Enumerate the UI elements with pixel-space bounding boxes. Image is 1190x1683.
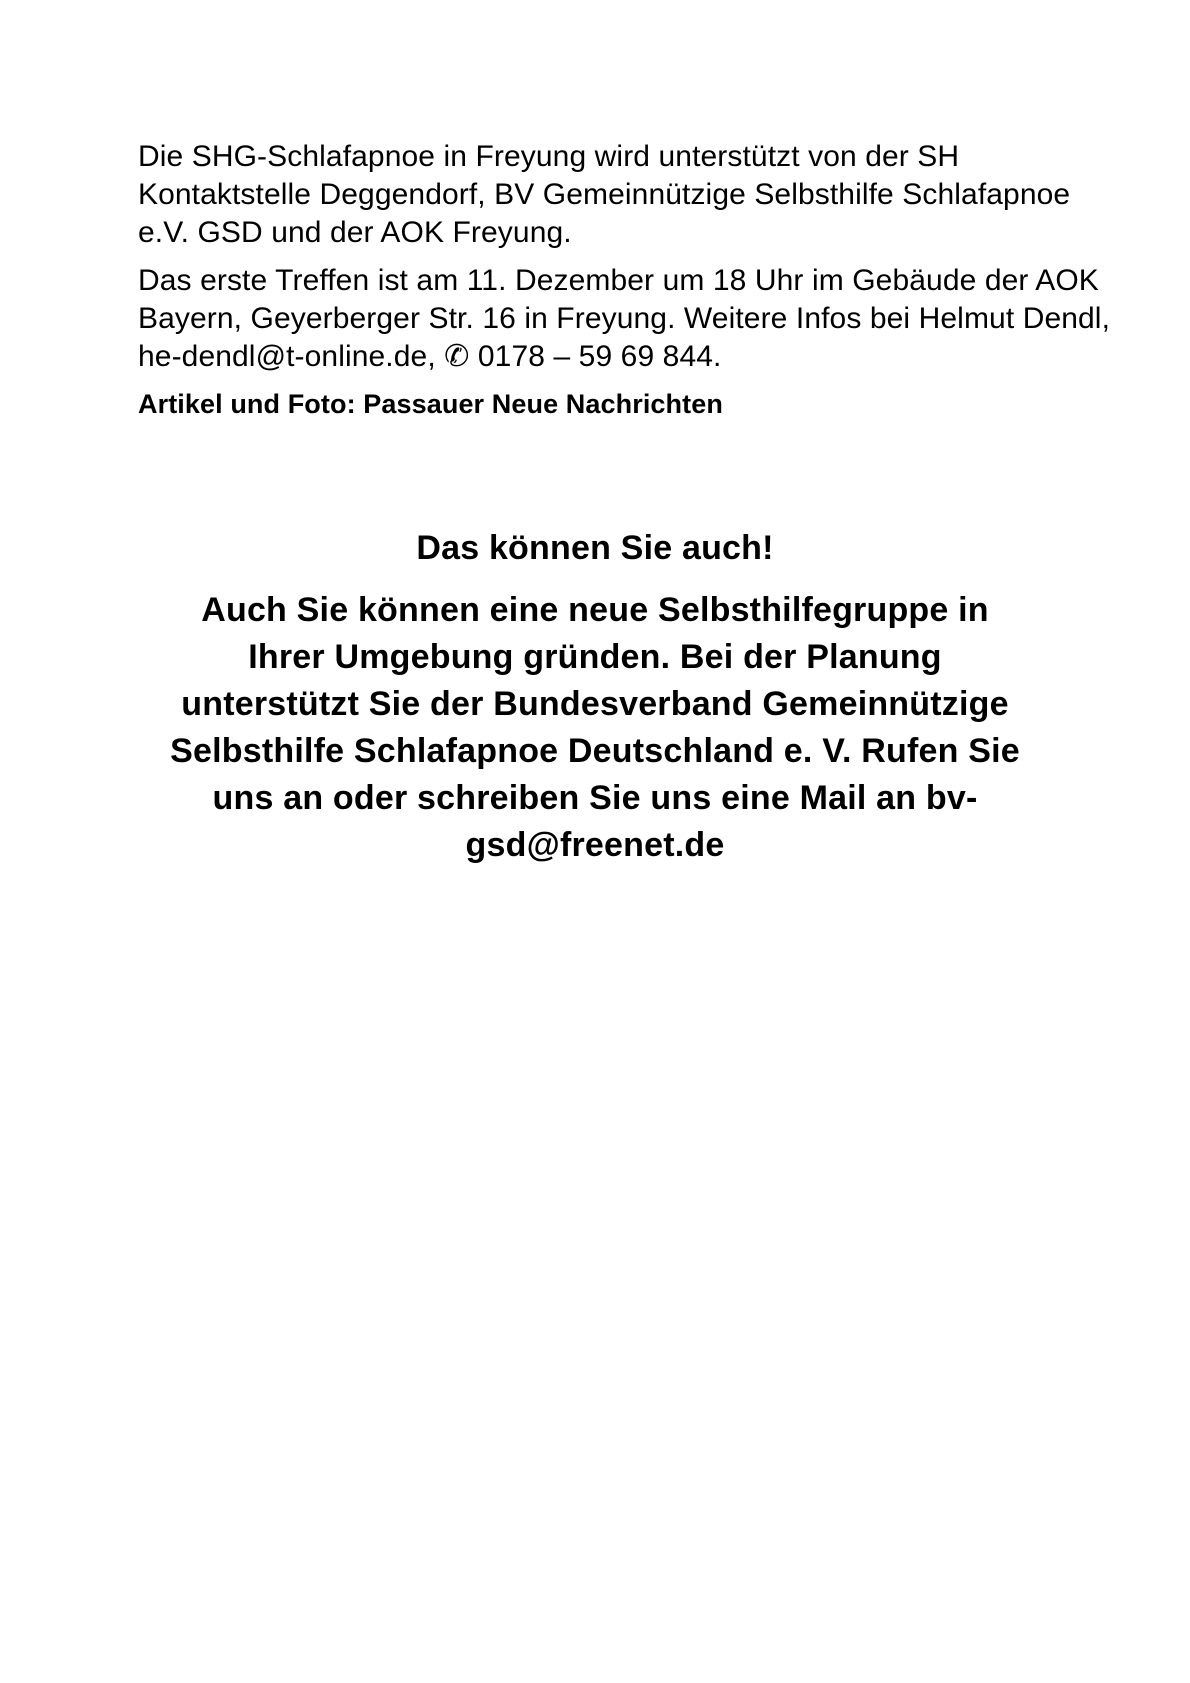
paragraph-line: Bayern, Geyerberger Str. 16 in Freyung. Weitere Infos bei Helmut Dendl, (138, 302, 1111, 335)
cta-section (0, 525, 1190, 869)
cta-email-line: gsd@freenet.de (465, 826, 725, 864)
cta-heading: Das können Sie auch! (416, 529, 774, 567)
article-info-section (0, 0, 1190, 423)
paragraph-line: Die SHG-Schlafapnoe in Freyung wird unterstützt von der SH (138, 140, 960, 173)
cta-line: uns an oder schreiben Sie uns eine Mail an bv- (212, 779, 978, 817)
paragraph-line: Kontaktstelle Deggendorf, BV Gemeinnützige Selbsthilfe Schlafapnoe (138, 178, 1071, 211)
cta-paragraph (0, 587, 1190, 869)
paragraph-line: Das erste Treffen ist am 11. Dezember um 18 Uhr im Gebäude der AOK (138, 264, 1099, 297)
cta-line: unterstützt Sie der Bundesverband Gemeinnützige (181, 685, 1009, 723)
paragraph-line: e.V. GSD und der AOK Freyung. (138, 216, 572, 249)
support-paragraph (138, 138, 1138, 252)
photo-credit-line: Artikel und Foto: Passauer Neue Nachrichten (138, 389, 723, 419)
contact-email-text: he-dendl@t-online.de, (138, 340, 445, 373)
phone-icon: ✆ (444, 339, 470, 374)
meeting-info-paragraph (138, 262, 1138, 376)
cta-line: Ihrer Umgebung gründen. Bei der Planung (248, 638, 942, 676)
phone-number-text: 0178 – 59 69 844. (469, 340, 722, 373)
contact-line (138, 338, 1138, 376)
cta-line: Selbsthilfe Schlafapnoe Deutschland e. V. Rufen Sie (170, 732, 1020, 770)
cta-line: Auch Sie können eine neue Selbsthilfegruppe in (201, 591, 989, 629)
